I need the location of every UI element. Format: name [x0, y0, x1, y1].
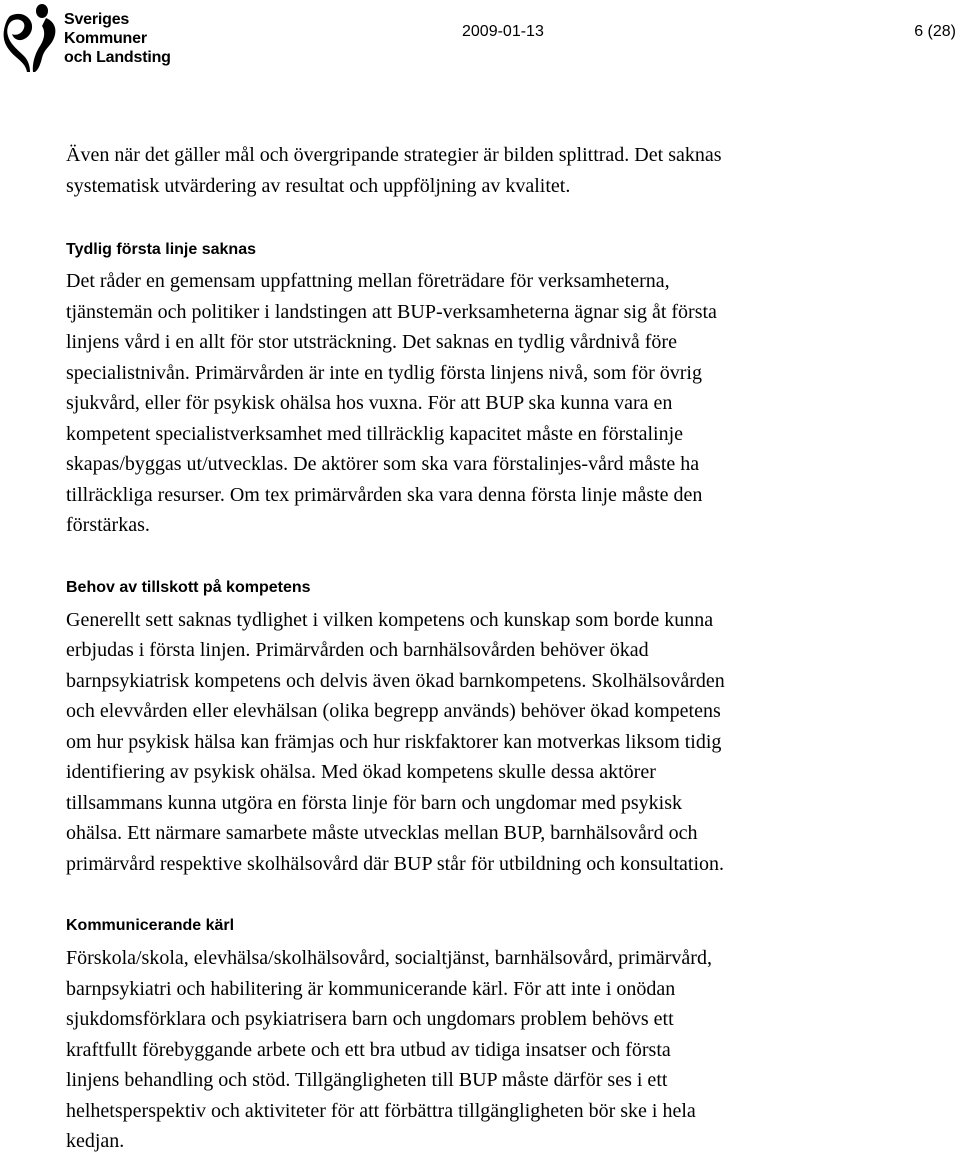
text-line: tillsammans kunna utgöra en första linje för barn och ungdomar med psykisk — [66, 791, 682, 814]
text-line: förstärkas. — [66, 514, 150, 536]
text-line: och elevvården eller elevhälsan (olika begrepp används) behöver ökad kompetens — [66, 700, 721, 722]
text-line: primärvård respektive skolhälsovård där BUP står för utbildning och konsultation. — [66, 852, 725, 875]
text-line: linjens behandling och stöd. Tillgängligheten till BUP måste därför ses i ett — [66, 1069, 668, 1091]
text-line: sjukdomsförklara och psykiatrisera barn och ungdomars problem behövs ett — [66, 1008, 674, 1030]
paragraph-competence — [66, 605, 866, 880]
page-header — [0, 0, 960, 80]
text-line: helhetsperspektiv och aktiviteter för att förbättra tillgängligheten bör ske i hela — [66, 1099, 696, 1122]
section-heading-first-line: Tydlig första linje saknas — [66, 241, 256, 258]
text-line: tillräckliga resurser. Om tex primärvården ska vara denna första linje måste den — [66, 483, 703, 506]
paragraph-first-line — [66, 266, 866, 541]
text-line: ohälsa. Ett närmare samarbete måste utvecklas mellan BUP, barnhälsovård och — [66, 822, 698, 844]
section-heading-vessels: Kommunicerande kärl — [66, 917, 235, 934]
text-line: erbjudas i första linjen. Primärvården och barnhälsovården behöver ökad — [66, 639, 649, 661]
text-line: kedjan. — [66, 1130, 125, 1152]
paragraph-vessels — [66, 943, 866, 1157]
document-body — [66, 140, 866, 1157]
skl-logo — [2, 2, 177, 72]
section-heading-competence: Behov av tillskott på kompetens — [66, 578, 311, 596]
text-line: barnpsykiatrisk kompetens och delvis även ökad barnkompetens. Skolhälsovården — [66, 669, 725, 692]
text-line: systematisk utvärdering av resultat och uppföljning av kvalitet. — [66, 174, 571, 197]
text-line: om hur psykisk hälsa kan främjas och hur riskfaktorer kan motverkas liksom tidig — [66, 730, 722, 753]
logo-line-1: Sveriges — [64, 11, 130, 28]
text-line: kraftfullt förebyggande arbete och ett bra utbud av tidiga insatser och första — [66, 1038, 671, 1061]
text-line: specialistnivån. Primärvården är inte en tydlig första linjens nivå, som för övrig — [66, 361, 702, 384]
document-date: 2009-01-13 — [462, 23, 544, 40]
text-line: Generellt sett saknas tydlighet i vilken kompetens och kunskap som borde kunna — [66, 608, 714, 631]
text-line: identifiering av psykisk ohälsa. Med ökad kompetens skulle dessa aktörer — [66, 761, 656, 783]
page-number: 6 (28) — [914, 23, 956, 40]
text-line: tjänstemän och politiker i landstingen att BUP-verksamheterna ägnar sig åt första — [66, 300, 717, 323]
text-line: Förskola/skola, elevhälsa/skolhälsovård, socialtjänst, barnhälsovård, primärvård, — [66, 947, 712, 969]
text-line: Det råder en gemensam uppfattning mellan företrädare för verksamheterna, — [66, 270, 670, 292]
text-line: skapas/byggas ut/utvecklas. De aktörer som ska vara förstalinjes-vård måste ha — [66, 453, 700, 475]
logo-line-2: Kommuner — [64, 30, 147, 47]
logo-line-3: och Landsting — [64, 49, 171, 66]
text-line: barnpsykiatri och habilitering är kommunicerande kärl. För att inte i onödan — [66, 977, 676, 1000]
text-line: sjukvård, eller för psykisk ohälsa hos vuxna. För att BUP ska kunna vara en — [66, 392, 673, 414]
text-line: kompetent specialistverksamhet med tillräcklig kapacitet måste en förstalinje — [66, 422, 684, 445]
skl-emblem-icon — [2, 2, 62, 74]
paragraph-intro — [66, 140, 866, 201]
text-line: linjens vård i en allt för stor utsträckning. Det saknas en tydlig vårdnivå före — [66, 331, 677, 353]
text-line: Även när det gäller mål och övergripande strategier är bilden splittrad. Det saknas — [66, 144, 722, 166]
